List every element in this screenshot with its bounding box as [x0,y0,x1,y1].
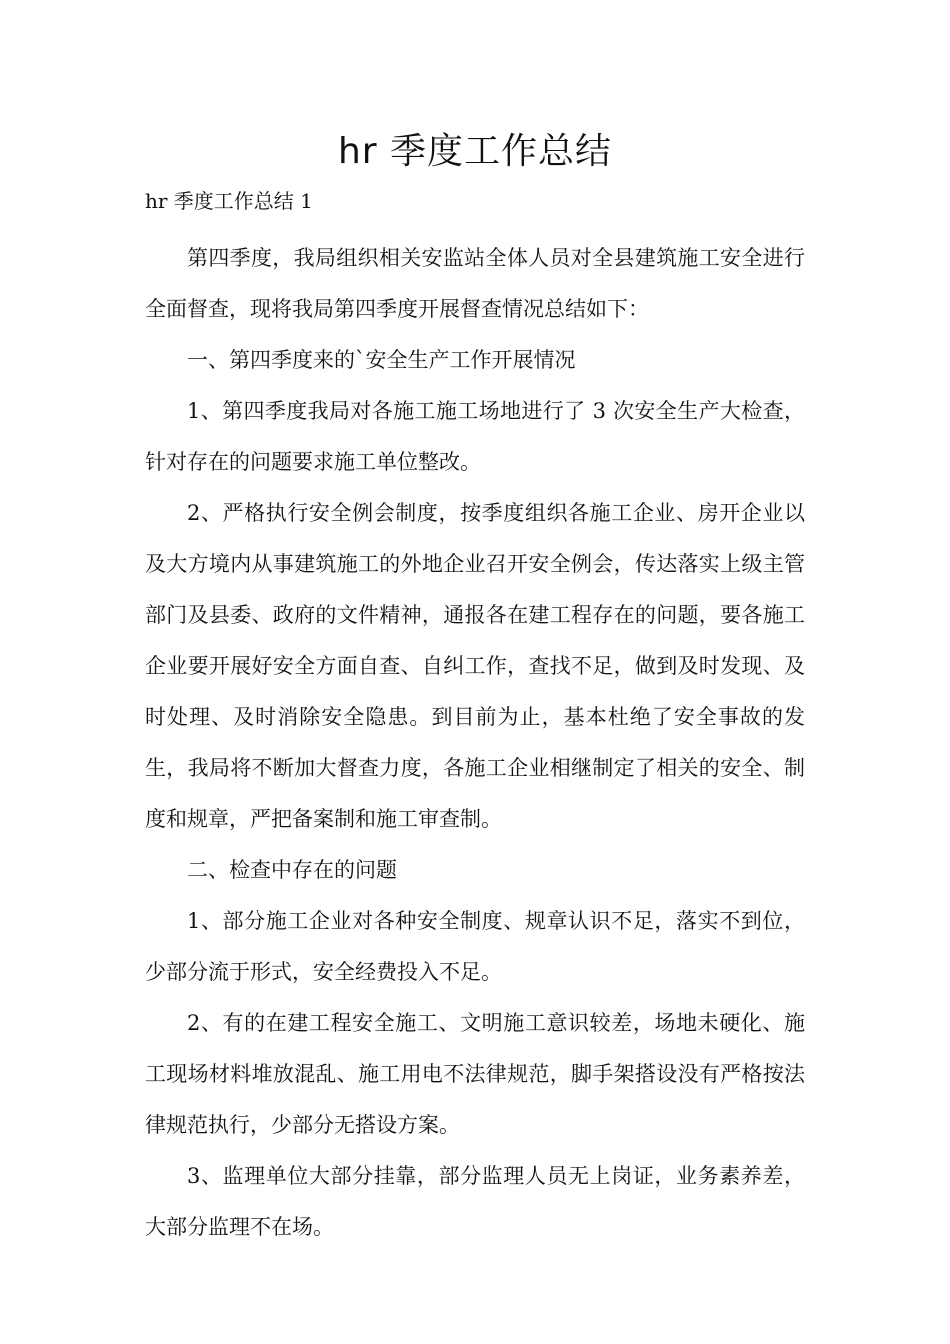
paragraph-1-1: 1、第四季度我局对各施工施工场地进行了 3 次安全生产大检查，针对存在的问题要求施工单位整改。 [145,399,805,474]
paragraph-2-1: 1、部分施工企业对各种安全制度、规章认识不足，落实不到位，少部分流于形式，安全经费投入不足。 [145,909,805,984]
document-subtitle: hr 季度工作总结 1 [145,189,313,213]
section-heading-1: 一、第四季度来的`安全生产工作开展情况 [187,348,576,372]
section-heading-2: 二、检查中存在的问题 [187,858,397,882]
paragraph-1-2: 2、严格执行安全例会制度，按季度组织各施工企业、房开企业以及大方境内从事建筑施工的外地企业召开安全例会，传达落实上级主管部门及县委、政府的文件精神，通报各在建工程存在的问题，要各施工企业要开展好安全方面自查、自纠工作，查找不足，做到及时发现、及时处理、及时消除安全隐患。到目前为止，基本杜绝了安全事故的发生，我局将不断加大督查力度，各施工企业相继制定了相关的安全、制度和规章，严把备案制和施工审查制。 [145,501,805,831]
paragraph-2-3: 3、监理单位大部分挂靠，部分监理人员无上岗证，业务素养差，大部分监理不在场。 [145,1164,805,1239]
document-body [145,233,805,1253]
paragraph-intro: 第四季度，我局组织相关安监站全体人员对全县建筑施工安全进行全面督查，现将我局第四季度开展督查情况总结如下： [145,246,805,321]
document-title: hr 季度工作总结 [337,131,613,172]
paragraph-2-2: 2、有的在建工程安全施工、文明施工意识较差，场地未硬化、施工现场材料堆放混乱、施工用电不法律规范，脚手架搭设没有严格按法律规范执行，少部分无搭设方案。 [145,1011,805,1137]
